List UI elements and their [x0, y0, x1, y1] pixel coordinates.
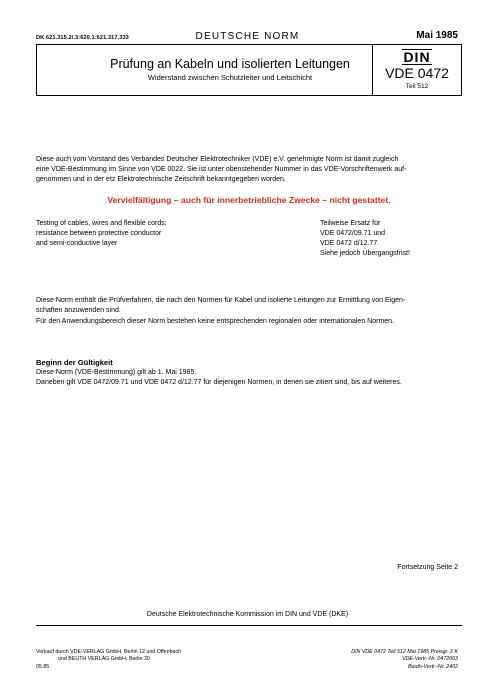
english-title-line-1: Testing of cables, wires and flexible cords;: [36, 220, 167, 227]
english-title-line-3: and semi-conductive layer: [36, 240, 118, 247]
part-number: Teil 512: [405, 83, 429, 90]
issue-date: Mai 1985: [416, 30, 458, 41]
copy-notice: Vervielfältigung – auch für innerbetriebliche Zwecke – nicht gestattet.: [107, 195, 391, 205]
footer-rule: [36, 625, 462, 626]
replacement-line-3: VDE 0472 d/12.77: [320, 240, 378, 247]
dk-number: DK 621.315.2/.3:620.1:621.317.333: [36, 35, 129, 41]
scope-line-2: schaften anzuwenden sind.: [36, 307, 121, 315]
replacement-line-2: VDE 0472/09.71 und: [320, 230, 385, 237]
english-title: [36, 219, 296, 249]
intro-paragraph: [36, 155, 462, 186]
footer-left-line-1: Verkauf durch VDE-VERLAG GmbH, Berlin 12 und Offenbach: [36, 649, 182, 655]
footer-reference: [258, 649, 458, 671]
validity-line-1: Diese Norm (VDE-Bestimmung) gilt ab 1. Mai 1985.: [36, 369, 197, 377]
title-box-top-border: [36, 44, 462, 45]
replacement-note: [320, 219, 460, 259]
footer-right-line-3: Beuth-Vertr.-Nr. 2402: [407, 663, 458, 670]
validity-line-2: Daneben gilt VDE 0472/09.71 und VDE 0472 d/12.77 für diejenigen Normen, in denen sie zitiert sind, bis auf weiteres.: [36, 379, 402, 387]
intro-line-2: eine VDE-Bestimmung im Sinne von VDE 0022. Sie ist unter obenstehender Nummer in das VDE-Vorschriftenwerk auf-: [36, 166, 407, 174]
english-title-line-2: resistance between protective conductor: [36, 230, 162, 237]
footer-publisher: [36, 649, 256, 671]
din-logo-text: DIN: [403, 49, 431, 65]
validity-section: [36, 358, 462, 389]
footer-left-line-2: und BEUTH VERLAG GmbH, Berlin 30: [58, 656, 150, 663]
replacement-line-1: Teilweise Ersatz für: [320, 220, 381, 227]
title-box-left-border: [36, 44, 37, 95]
scope-line-3: Für den Anwendungsbereich dieser Norm bestehen keine entsprechenden regionalen oder internationalen Normen.: [36, 318, 395, 326]
scope-paragraph: [36, 296, 462, 328]
norm-label: DEUTSCHE NORM: [195, 31, 300, 42]
intro-line-3: genommen und in der etz Elektrotechnische Zeitschrift bekanntgegeben worden.: [36, 176, 286, 184]
scope-line-1: Diese Norm enthält die Prüfverfahren, die nach den Normen für Kabel und isolierte Leitungen zur Ermittlung von Eigen-: [36, 297, 406, 304]
replacement-line-4: Siehe jedoch Übergangsfrist!: [320, 250, 410, 257]
continuation-note: Fortsetzung Seite 2: [397, 564, 458, 571]
document-subtitle: Widerstand zwischen Schutzleiter und Leitschicht: [147, 73, 313, 82]
validity-heading: Beginn der Gültigkeit: [36, 358, 113, 367]
commission-line: Deutsche Elektrotechnische Kommission im DIN und VDE (DKE): [146, 611, 349, 618]
footer-left-line-3: 05.85: [36, 663, 50, 670]
footer-right-line-1: DIN VDE 0472 Teil 512 Mai 1985 Preisgr. 2 K: [351, 649, 458, 655]
standard-number: VDE 0472: [385, 65, 449, 81]
intro-line-1: Diese auch vom Vorstand des Verbandes Deutscher Elektrotechniker (VDE) e.V. genehmigte Norm ist damit zugleich: [36, 156, 399, 163]
document-title: Prüfung an Kabeln und isolierten Leitungen: [110, 57, 350, 71]
title-box-bottom-border: [36, 95, 462, 96]
footer-right-line-2: VDE-Vertr.-Nr. 0472063: [402, 656, 458, 663]
